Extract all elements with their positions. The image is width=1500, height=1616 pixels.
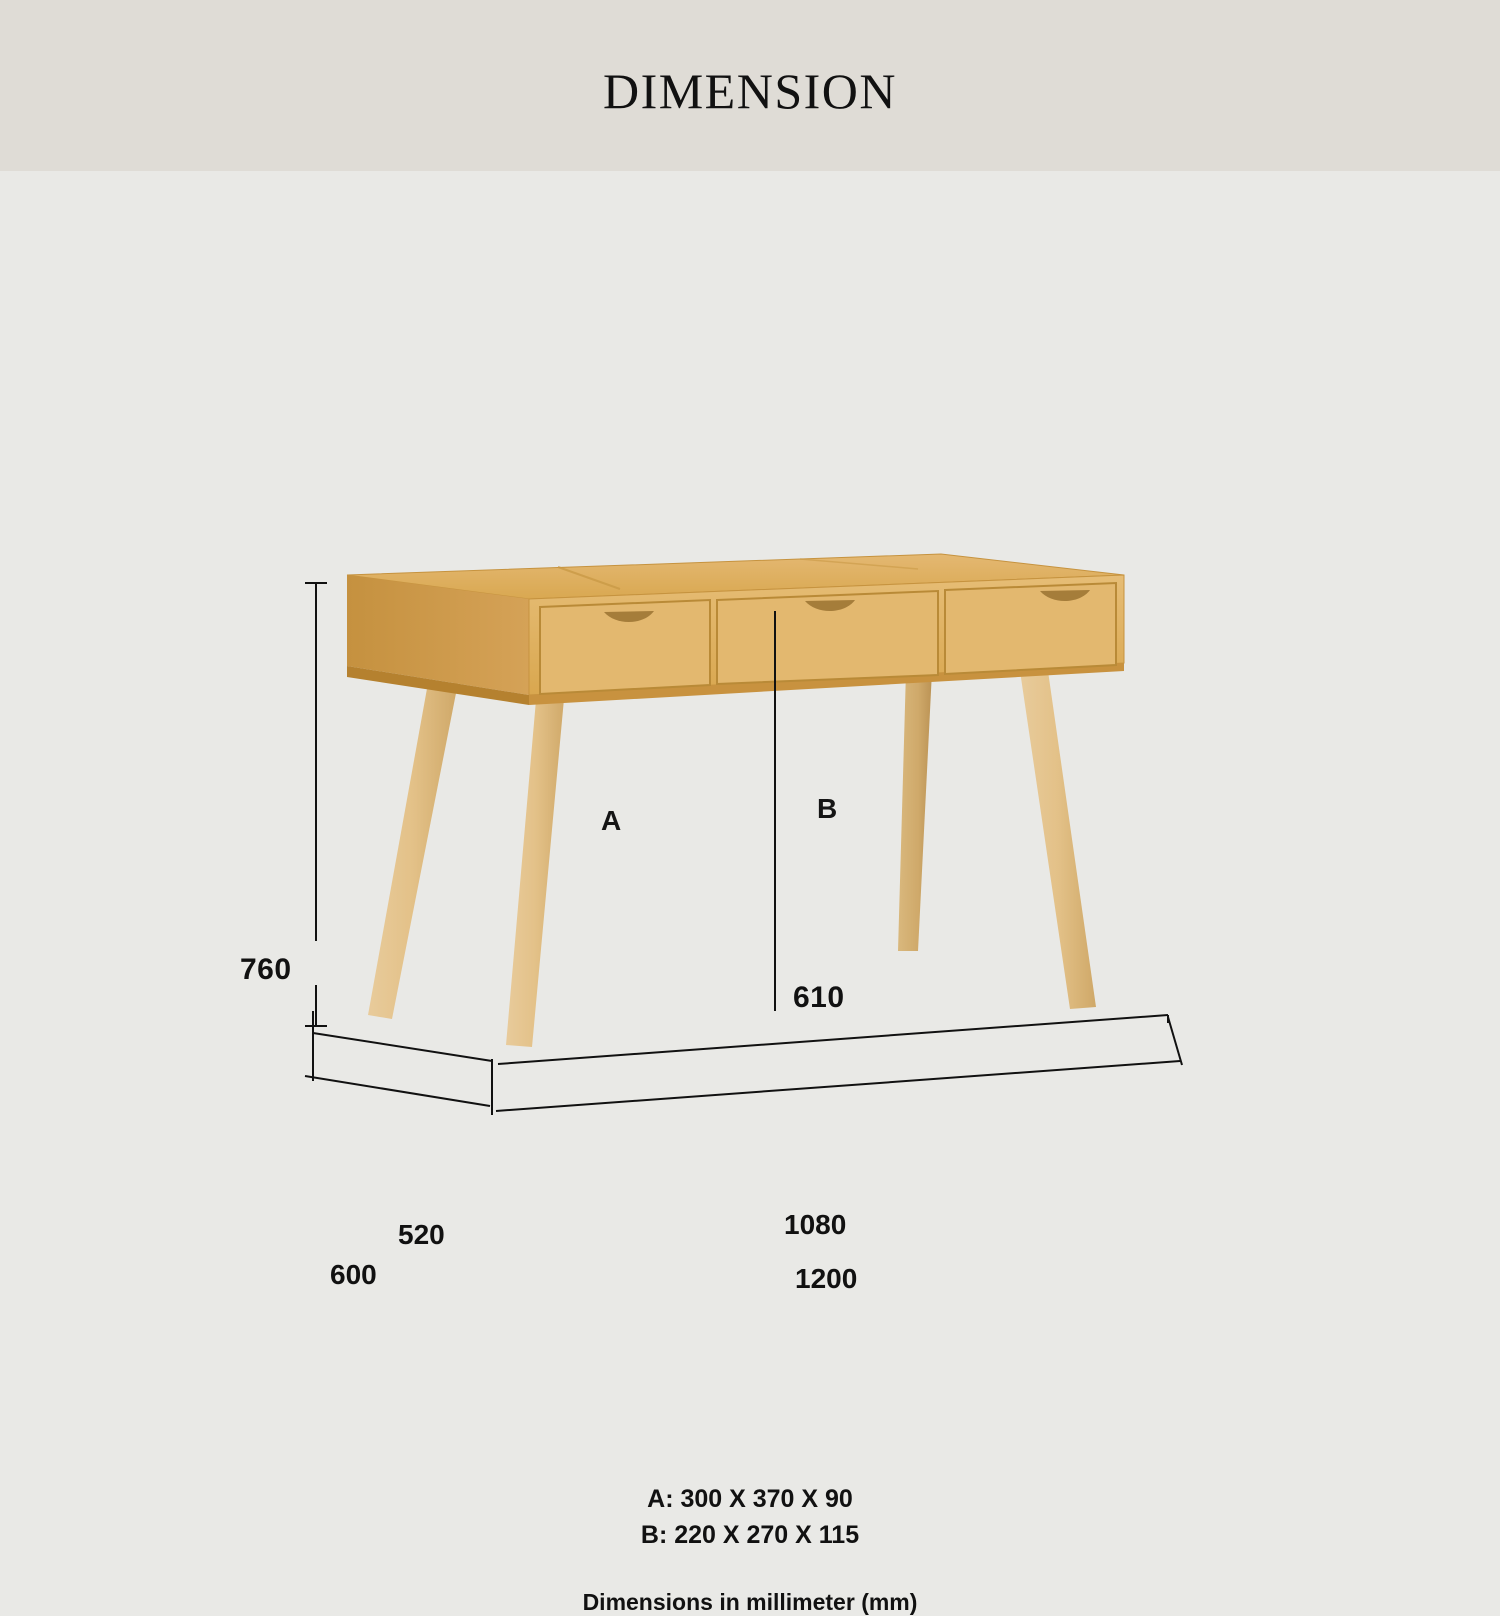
footer-notes — [0, 1481, 1500, 1616]
dimension-label-width-1200: 1200 — [795, 1263, 858, 1294]
spec-drawer-b: B: 220 X 270 X 115 — [640, 1521, 860, 1549]
desk-leg-front-right — [1020, 671, 1096, 1009]
dimension-label-depth-520: 520 — [398, 1219, 445, 1250]
diagram-area — [0, 171, 1500, 1615]
dimension-label-clearance-610: 610 — [793, 981, 845, 1014]
dimension-line-width-1200 — [496, 1061, 1180, 1111]
unit-note: Dimensions in millimeter (mm) — [582, 1589, 918, 1615]
page-title: DIMENSION — [602, 63, 898, 119]
dimension-line-depth-520 — [313, 1033, 492, 1061]
drawer-a — [540, 600, 710, 694]
dimension-line-width-1080 — [498, 1015, 1168, 1064]
dimension-label-height-760: 760 — [240, 953, 292, 986]
dimension-label-width-1080: 1080 — [784, 1209, 847, 1240]
drawer-c — [945, 583, 1116, 674]
drawer-label-a: A — [601, 805, 622, 836]
dimension-line-depth-600 — [305, 1076, 490, 1106]
desk-leg-front-left — [368, 683, 458, 1019]
drawer-label-b: B — [817, 793, 838, 824]
dimension-label-depth-600: 600 — [330, 1259, 377, 1290]
desk-illustration — [0, 171, 1500, 1500]
desk-leg-mid-left — [506, 677, 566, 1047]
spec-drawer-a: A: 300 X 370 X 90 — [647, 1485, 853, 1513]
drawer-b — [717, 591, 938, 684]
desk-leg-back-right — [898, 671, 932, 951]
